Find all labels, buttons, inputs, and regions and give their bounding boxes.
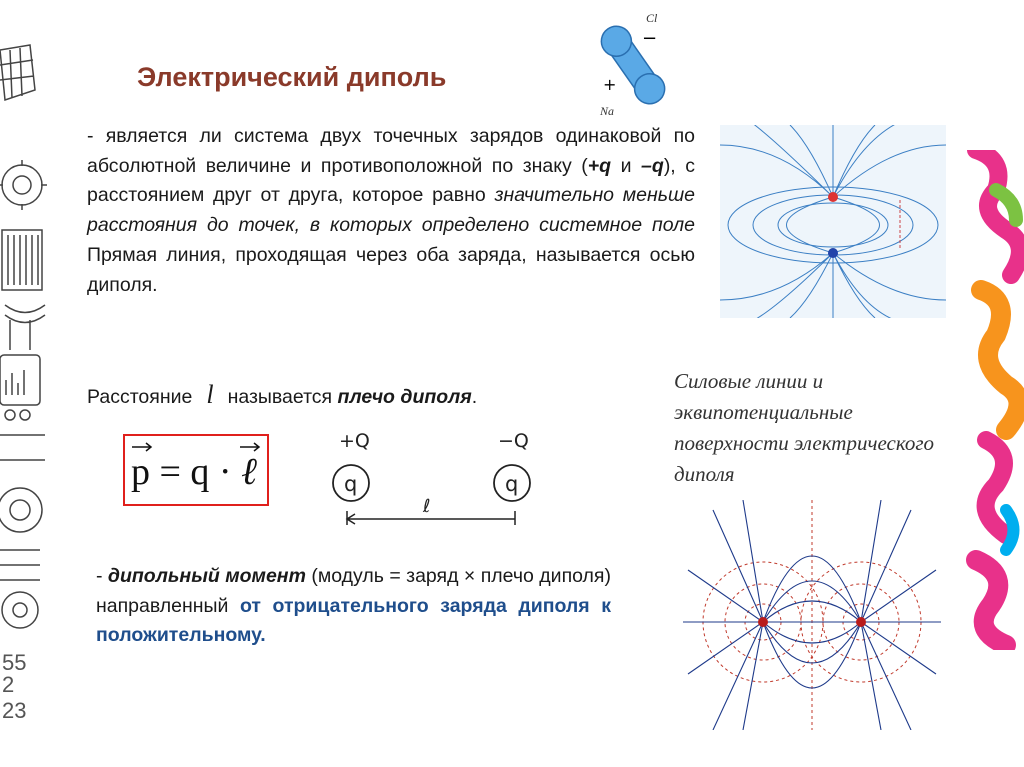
- minus-q-label: −Q: [498, 430, 529, 452]
- molecule-cl-label: Cl: [646, 11, 658, 25]
- svg-text:55: 55: [2, 650, 27, 675]
- shoulder-prefix: Расстояние: [87, 386, 193, 408]
- distance-label: ℓ: [423, 496, 431, 517]
- shoulder-middle: называется: [227, 386, 333, 408]
- left-decoration: [0, 20, 50, 740]
- definition-paragraph: [87, 122, 695, 300]
- formula-vector-arrows: [128, 440, 268, 454]
- field-lines-diagram-bottom: [683, 500, 941, 730]
- field-lines-diagram-top: [720, 125, 946, 318]
- moment-direction: от отрицательного заряда диполя к положительному.: [96, 594, 611, 646]
- charge-left-symbol: q: [344, 472, 358, 496]
- definition-and: и: [611, 154, 642, 177]
- formula-l: ℓ: [241, 451, 257, 493]
- definition-text-1: - является ли система двух точечных зарядов одинаковой по абсолютной величине и противоположной по знаку (: [87, 125, 695, 177]
- shoulder-line: [87, 380, 477, 410]
- molecule-minus: −: [642, 28, 658, 49]
- molecule-na-label: Na: [600, 104, 615, 118]
- page-title: Электрический диполь: [137, 62, 447, 92]
- molecule-illustration: [588, 10, 678, 120]
- formula-p: p: [131, 451, 150, 493]
- plus-q: +q: [587, 154, 612, 177]
- moment-paren: (модуль = заряд × плечо диполя) направленный: [96, 565, 611, 617]
- formula-eq: = q ·: [150, 451, 242, 493]
- molecule-plus: +: [603, 75, 617, 94]
- moment-dash: -: [96, 565, 108, 587]
- definition-text-2: ), с расстоянием друг от друга, которое равно: [87, 154, 695, 207]
- right-decoration: [966, 150, 1024, 650]
- shoulder-symbol: l: [206, 380, 214, 409]
- minus-q: –q: [641, 154, 664, 177]
- shoulder-suffix: .: [471, 386, 478, 408]
- charge-right-symbol: q: [505, 472, 519, 496]
- shoulder-term: плечо диполя: [337, 386, 472, 408]
- definition-text-3: Прямая линия, проходящая через оба заряда, называется осью диполя.: [87, 243, 695, 296]
- charges-diagram: [315, 425, 550, 535]
- svg-text:2: 2: [2, 672, 15, 697]
- dipole-moment-paragraph: [96, 562, 611, 651]
- svg-text:23: 23: [2, 698, 27, 723]
- moment-term: дипольный момент: [107, 565, 306, 587]
- diagram-caption: Силовые линии и эквипотенциальные поверхности электрического диполя: [674, 369, 935, 486]
- plus-q-label: +Q: [339, 430, 370, 452]
- definition-italic: значительно меньше расстояния до точек, в которых определено системное поле: [87, 184, 695, 237]
- dipole-moment-formula: [131, 450, 257, 494]
